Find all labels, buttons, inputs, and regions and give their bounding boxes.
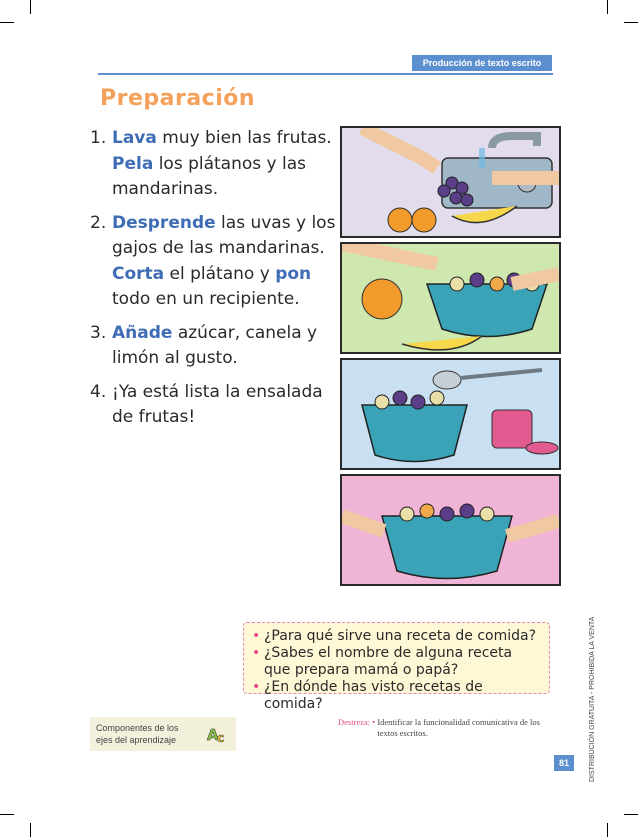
step-verb: Corta bbox=[112, 263, 165, 284]
crop-mark bbox=[0, 814, 14, 815]
crop-mark bbox=[624, 814, 638, 815]
step-text: los plátanos y las mandarinas. bbox=[112, 153, 306, 199]
step-text: ¡Ya está lista la ensalada de frutas! bbox=[112, 381, 323, 427]
illustration-panels bbox=[340, 126, 561, 590]
step-verb: Pela bbox=[112, 153, 154, 174]
svg-text:A: A bbox=[207, 726, 219, 744]
crop-mark bbox=[607, 823, 608, 837]
header-rule bbox=[98, 73, 553, 75]
step-verb: Desprende bbox=[112, 212, 216, 233]
question-item: • ¿Para qué sirve una receta de comida? bbox=[252, 628, 537, 644]
crop-mark bbox=[0, 22, 14, 23]
panel-cutting bbox=[340, 242, 561, 354]
step-number: 1. bbox=[90, 128, 107, 148]
crop-mark bbox=[30, 0, 31, 14]
step-verb: Añade bbox=[112, 322, 173, 343]
crop-mark bbox=[607, 0, 608, 14]
distribution-notice: DISTRIBUCIÓN GRATUITA - PROHIBIDA LA VENTA bbox=[589, 616, 596, 782]
step-number: 3. bbox=[90, 322, 107, 343]
step-text: las uvas y los gajos de las mandarinas. bbox=[112, 212, 336, 258]
question-item: • ¿En dónde has visto recetas de comida? bbox=[252, 679, 483, 712]
step-2 bbox=[90, 211, 340, 313]
svg-text:c: c bbox=[217, 731, 225, 745]
step-text: el plátano y bbox=[164, 263, 276, 284]
step-text: todo en un recipiente. bbox=[112, 289, 300, 309]
componentes-label: Componentes de los ejes del aprendizaje bbox=[96, 723, 179, 745]
steps-list bbox=[90, 126, 340, 439]
step-text: azúcar, canela y limón al gusto. bbox=[112, 322, 318, 368]
step-1 bbox=[90, 126, 340, 203]
step-number: 2. bbox=[90, 212, 107, 233]
componentes-box bbox=[90, 717, 236, 751]
abc-icon bbox=[206, 723, 230, 745]
panel-washing bbox=[340, 126, 561, 238]
crop-mark bbox=[30, 823, 31, 837]
panel-adding-sugar bbox=[340, 358, 561, 470]
step-text: muy bien las frutas. bbox=[156, 128, 332, 148]
destreza-label: Destreza: bbox=[338, 717, 371, 727]
crop-mark bbox=[624, 22, 638, 23]
step-number: 4. bbox=[90, 381, 107, 402]
section-title: Preparación bbox=[100, 86, 256, 111]
section-banner: Producción de texto escrito bbox=[412, 55, 552, 71]
step-verb: Lava bbox=[112, 128, 157, 148]
step-4 bbox=[90, 380, 340, 431]
destreza-text: Identificar la funcionalidad comunicativa de los textos escritos. bbox=[377, 717, 540, 738]
question-item: • ¿Sabes el nombre de alguna receta que prepara mamá o papá? bbox=[252, 645, 513, 678]
destreza bbox=[338, 717, 542, 739]
step-verb: pon bbox=[275, 263, 312, 284]
page-number: 81 bbox=[554, 755, 574, 771]
step-3 bbox=[90, 321, 340, 372]
questions-box bbox=[243, 622, 550, 712]
panel-ready bbox=[340, 474, 561, 586]
bullet-icon: • bbox=[372, 717, 376, 727]
